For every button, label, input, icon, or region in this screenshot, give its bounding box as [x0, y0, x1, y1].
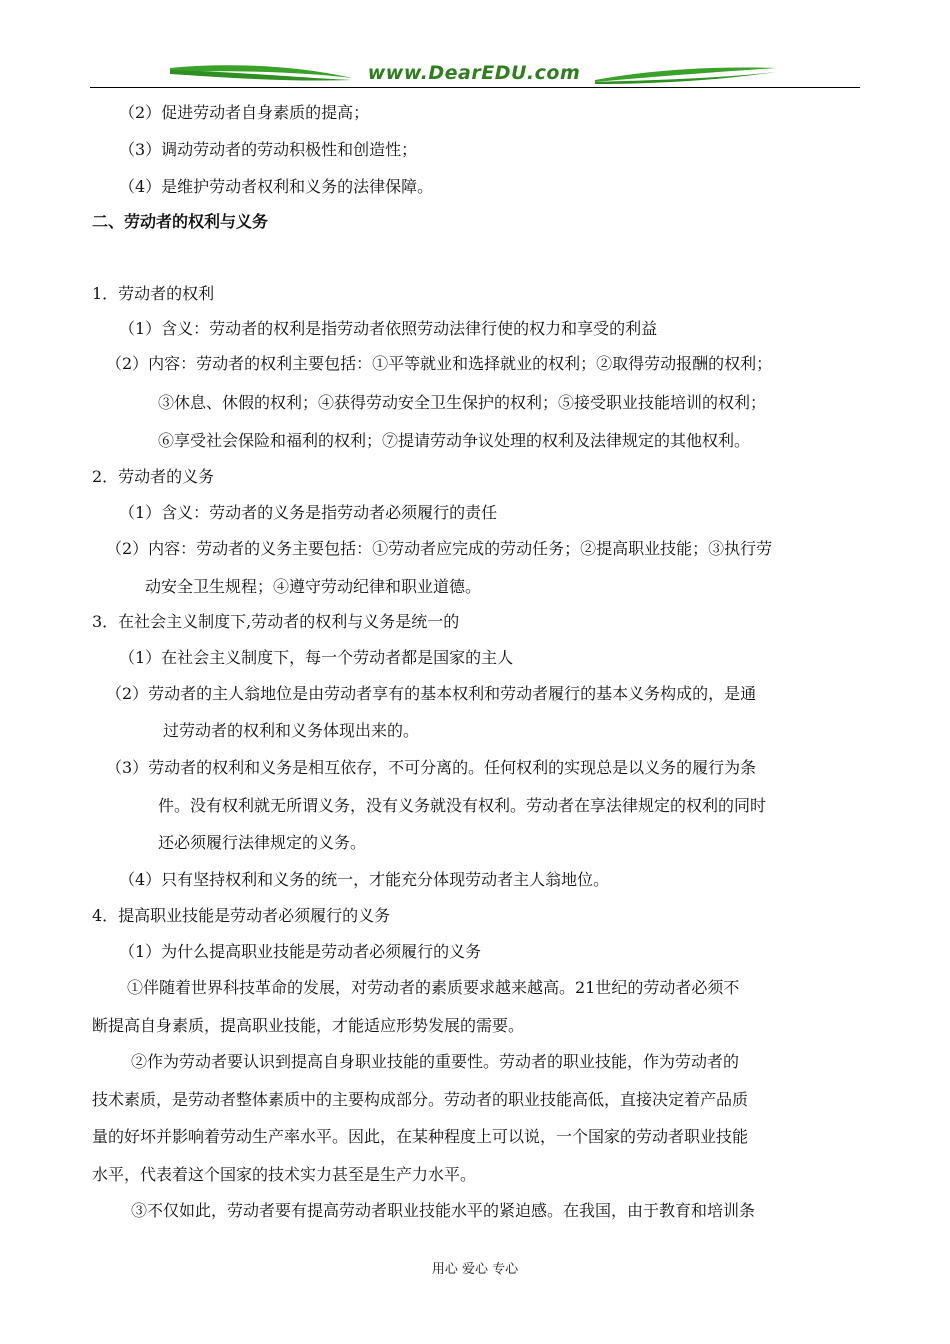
text-line: 断提高自身素质，提高职业技能，才能适应形势发展的需要。 [92, 1016, 525, 1035]
text-line: （2）内容：劳动者的义务主要包括：①劳动者应完成的劳动任务；②提高职业技能；③执行劳 [106, 539, 773, 558]
text-line: 过劳动者的权利和义务体现出来的。 [163, 721, 420, 740]
text-line: ③休息、休假的权利；④获得劳动安全卫生保护的权利；⑤接受职业技能培训的权利； [158, 393, 767, 412]
header-divider [90, 87, 860, 88]
page-footer: 用心 爱心 专心 [431, 1262, 519, 1277]
text-line: 3．在社会主义制度下,劳动者的权利与义务是统一的 [92, 612, 460, 631]
text-line: 水平，代表着这个国家的技术实力甚至是生产力水平。 [92, 1165, 477, 1184]
text-line: （4）只有坚持权利和义务的统一，才能充分体现劳动者主人翁地位。 [119, 870, 610, 889]
text-line: 件。没有权利就无所谓义务，没有义务就没有权利。劳动者在享法律规定的权利的同时 [158, 796, 767, 815]
text-line: （1）含义：劳动者的权利是指劳动者依照劳动法律行使的权力和享受的利益 [119, 319, 658, 338]
text-line: （2）劳动者的主人翁地位是由劳动者享有的基本权利和劳动者履行的基本义务构成的，是通 [106, 684, 757, 703]
site-logo[interactable]: www.DearEDU.com [367, 62, 581, 84]
section-heading: 二、劳动者的权利与义务 [92, 212, 269, 231]
text-line: （1）为什么提高职业技能是劳动者必须履行的义务 [119, 942, 482, 961]
text-line: 4．提高职业技能是劳动者必须履行的义务 [92, 906, 391, 925]
text-line: （2）促进劳动者自身素质的提高； [119, 103, 370, 122]
text-line: 1．劳动者的权利 [92, 284, 215, 303]
text-line: ①伴随着世界科技革命的发展，对劳动者的素质要求越来越高。21世纪的劳动者必须不 [127, 978, 740, 997]
text-line: ②作为劳动者要认识到提高自身职业技能的重要性。劳动者的职业技能，作为劳动者的 [131, 1052, 740, 1071]
text-line: 量的好坏并影响着劳动生产率水平。因此，在某种程度上可以说，一个国家的劳动者职业技能 [92, 1127, 749, 1146]
text-line: 2．劳动者的义务 [92, 467, 215, 486]
text-line: ③不仅如此，劳动者要有提高劳动者职业技能水平的紧迫感。在我国，由于教育和培训条 [131, 1201, 756, 1220]
text-line: 技术素质，是劳动者整体素质中的主要构成部分。劳动者的职业技能高低，直接决定着产品质 [92, 1090, 749, 1109]
text-line: （1）在社会主义制度下，每一个劳动者都是国家的主人 [119, 648, 514, 667]
text-line: （2）内容：劳动者的权利主要包括：①平等就业和选择就业的权利；②取得劳动报酬的权利； [106, 354, 773, 373]
text-line: （1）含义：劳动者的义务是指劳动者必须履行的责任 [119, 503, 498, 522]
text-line: ⑥享受社会保险和福利的权利；⑦提请劳动争议处理的权利及法律规定的其他权利。 [158, 431, 751, 450]
text-line: （3）调动劳动者的劳动积极性和创造性； [119, 140, 418, 159]
text-line: （3）劳动者的权利和义务是相互依存，不可分离的。任何权利的实现总是以义务的履行为条 [106, 758, 757, 777]
text-line: 动安全卫生规程；④遵守劳动纪律和职业道德。 [145, 577, 482, 596]
text-line: 还必须履行法律规定的义务。 [158, 833, 367, 852]
text-line: （4）是维护劳动者权利和义务的法律保障。 [119, 177, 434, 196]
